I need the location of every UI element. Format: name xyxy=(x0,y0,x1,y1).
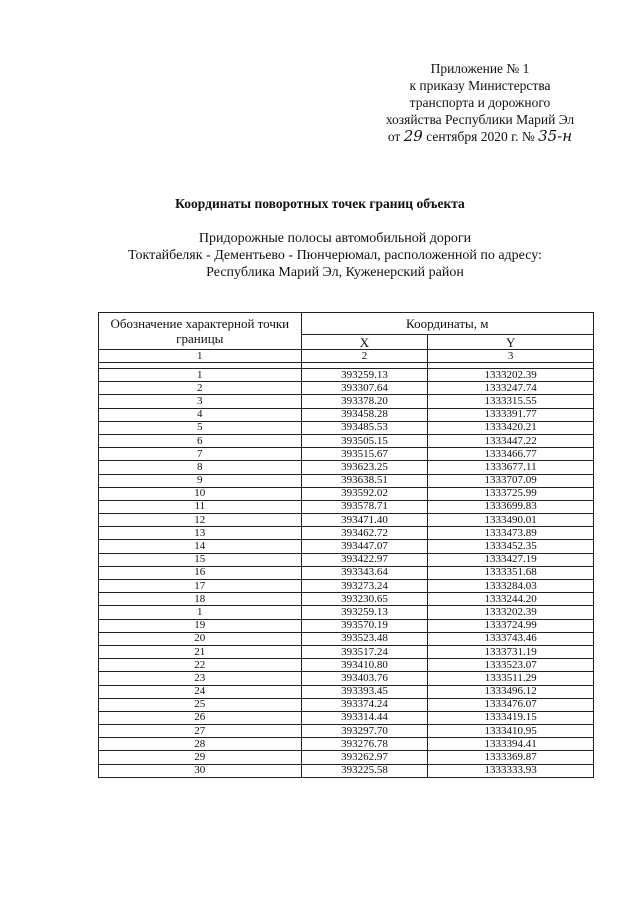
col-number-3: 3 xyxy=(428,350,594,363)
y-coordinate: 1333725.99 xyxy=(428,487,594,500)
point-number: 16 xyxy=(99,566,302,579)
appendix-header xyxy=(360,60,600,145)
point-number: 2 xyxy=(99,382,302,395)
y-coordinate: 1333351.68 xyxy=(428,566,594,579)
y-coordinate: 1333511.29 xyxy=(428,672,594,685)
y-coordinate: 1333420.21 xyxy=(428,421,594,434)
x-coordinate: 393276.78 xyxy=(301,738,428,751)
x-coordinate: 393570.19 xyxy=(301,619,428,632)
y-coordinate: 1333490.01 xyxy=(428,514,594,527)
table-row xyxy=(99,632,594,645)
point-number: 28 xyxy=(99,738,302,751)
point-number: 11 xyxy=(99,500,302,513)
point-number: 3 xyxy=(99,395,302,408)
point-number: 26 xyxy=(99,711,302,724)
table-row xyxy=(99,395,594,408)
x-coordinate: 393592.02 xyxy=(301,487,428,500)
y-coordinate: 1333202.39 xyxy=(428,369,594,382)
x-coordinate: 393638.51 xyxy=(301,474,428,487)
table-row xyxy=(99,659,594,672)
subtitle-line3: Республика Марий Эл, Куженерский район xyxy=(206,265,464,280)
table-row xyxy=(99,725,594,738)
table-row xyxy=(99,500,594,513)
x-coordinate: 393462.72 xyxy=(301,527,428,540)
x-coordinate: 393422.97 xyxy=(301,553,428,566)
table-row xyxy=(99,685,594,698)
subtitle-line2: Токтайбеляк - Дементьево - Пюнчерюмал, расположенной по адресу: xyxy=(128,248,542,263)
document-title: Координаты поворотных точек границ объекта xyxy=(175,196,465,211)
point-number: 4 xyxy=(99,408,302,421)
table-row xyxy=(99,434,594,447)
point-number: 1 xyxy=(99,606,302,619)
y-coordinate: 1333473.89 xyxy=(428,527,594,540)
appendix-date-line xyxy=(360,128,600,145)
x-coordinate: 393393.45 xyxy=(301,685,428,698)
x-coordinate: 393225.58 xyxy=(301,764,428,777)
x-coordinate: 393343.64 xyxy=(301,566,428,579)
y-coordinate: 1333447.22 xyxy=(428,434,594,447)
x-coordinate: 393505.15 xyxy=(301,434,428,447)
table-row xyxy=(99,711,594,724)
x-coordinate: 393374.24 xyxy=(301,698,428,711)
appendix-line3: транспорта и дорожного xyxy=(409,95,551,110)
table-row xyxy=(99,421,594,434)
point-number: 14 xyxy=(99,540,302,553)
point-number: 5 xyxy=(99,421,302,434)
y-coordinate: 1333369.87 xyxy=(428,751,594,764)
point-number: 13 xyxy=(99,527,302,540)
x-coordinate: 393307.64 xyxy=(301,382,428,395)
point-number: 20 xyxy=(99,632,302,645)
y-coordinate: 1333724.99 xyxy=(428,619,594,632)
table-row xyxy=(99,645,594,658)
table-row xyxy=(99,448,594,461)
table-row xyxy=(99,540,594,553)
point-number: 22 xyxy=(99,659,302,672)
y-coordinate: 1333394.41 xyxy=(428,738,594,751)
x-coordinate: 393262.97 xyxy=(301,751,428,764)
coordinates-table xyxy=(98,312,594,778)
table-row xyxy=(99,461,594,474)
x-coordinate: 393410.80 xyxy=(301,659,428,672)
coordinates-body xyxy=(99,369,594,778)
table-row xyxy=(99,619,594,632)
x-coordinate: 393447.07 xyxy=(301,540,428,553)
coordinates-header: Координаты, м xyxy=(301,313,593,335)
point-number: 27 xyxy=(99,725,302,738)
y-coordinate: 1333419.15 xyxy=(428,711,594,724)
x-coordinate: 393578.71 xyxy=(301,500,428,513)
y-coordinate: 1333731.19 xyxy=(428,645,594,658)
table-row xyxy=(99,487,594,500)
table-row xyxy=(99,408,594,421)
y-coordinate: 1333284.03 xyxy=(428,580,594,593)
y-coordinate: 1333244.20 xyxy=(428,593,594,606)
table-row xyxy=(99,369,594,382)
point-number: 29 xyxy=(99,751,302,764)
x-coordinate: 393259.13 xyxy=(301,369,428,382)
col-number-2: 2 xyxy=(301,350,428,363)
table-row xyxy=(99,382,594,395)
y-coordinate: 1333707.09 xyxy=(428,474,594,487)
point-number: 9 xyxy=(99,474,302,487)
y-header: Y xyxy=(428,335,594,350)
point-number: 1 xyxy=(99,369,302,382)
point-number: 19 xyxy=(99,619,302,632)
table-row xyxy=(99,698,594,711)
table-row xyxy=(99,514,594,527)
x-coordinate: 393623.25 xyxy=(301,461,428,474)
col-number-1: 1 xyxy=(99,350,302,363)
x-coordinate: 393297.70 xyxy=(301,725,428,738)
y-coordinate: 1333677.11 xyxy=(428,461,594,474)
y-coordinate: 1333699.83 xyxy=(428,500,594,513)
y-coordinate: 1333427.19 xyxy=(428,553,594,566)
y-coordinate: 1333476.07 xyxy=(428,698,594,711)
point-number: 8 xyxy=(99,461,302,474)
x-coordinate: 393458.28 xyxy=(301,408,428,421)
point-number: 18 xyxy=(99,593,302,606)
x-coordinate: 393403.76 xyxy=(301,672,428,685)
y-coordinate: 1333743.46 xyxy=(428,632,594,645)
table-row xyxy=(99,474,594,487)
table-row xyxy=(99,738,594,751)
x-coordinate: 393515.67 xyxy=(301,448,428,461)
appendix-line4: хозяйства Республики Марий Эл xyxy=(385,112,575,127)
point-number: 7 xyxy=(99,448,302,461)
point-number: 30 xyxy=(99,764,302,777)
y-coordinate: 1333410.95 xyxy=(428,725,594,738)
point-number: 25 xyxy=(99,698,302,711)
y-coordinate: 1333202.39 xyxy=(428,606,594,619)
point-number: 24 xyxy=(99,685,302,698)
order-number-handwritten: 35-н xyxy=(538,127,573,145)
table-row xyxy=(99,553,594,566)
x-coordinate: 393378.20 xyxy=(301,395,428,408)
y-coordinate: 1333247.74 xyxy=(428,382,594,395)
point-number: 6 xyxy=(99,434,302,447)
y-coordinate: 1333391.77 xyxy=(428,408,594,421)
y-coordinate: 1333452.35 xyxy=(428,540,594,553)
table-row xyxy=(99,527,594,540)
point-number: 21 xyxy=(99,645,302,658)
x-coordinate: 393314.44 xyxy=(301,711,428,724)
subtitle-line1: Придорожные полосы автомобильной дороги xyxy=(198,231,472,246)
table-row xyxy=(99,606,594,619)
table-row xyxy=(99,593,594,606)
table-row xyxy=(99,751,594,764)
point-number: 17 xyxy=(99,580,302,593)
table-row xyxy=(99,580,594,593)
x-coordinate: 393523.48 xyxy=(301,632,428,645)
y-coordinate: 1333315.55 xyxy=(428,395,594,408)
x-coordinate: 393517.24 xyxy=(301,645,428,658)
y-coordinate: 1333466.77 xyxy=(428,448,594,461)
point-number: 15 xyxy=(99,553,302,566)
point-number: 12 xyxy=(99,514,302,527)
table-row xyxy=(99,764,594,777)
x-coordinate: 393230.65 xyxy=(301,593,428,606)
point-designation-header: Обозначение характерной точки границы xyxy=(99,313,302,350)
x-coordinate: 393273.24 xyxy=(301,580,428,593)
point-number: 10 xyxy=(99,487,302,500)
x-header: X xyxy=(301,335,428,350)
appendix-title: Приложение № 1 xyxy=(430,61,530,76)
table-row xyxy=(99,672,594,685)
y-coordinate: 1333496.12 xyxy=(428,685,594,698)
date-day-handwritten: 29 xyxy=(403,127,423,145)
table-row xyxy=(99,566,594,579)
appendix-line2: к приказу Министерства xyxy=(409,78,551,93)
x-coordinate: 393259.13 xyxy=(301,606,428,619)
date-prefix: от xyxy=(387,129,401,144)
point-number: 23 xyxy=(99,672,302,685)
y-coordinate: 1333523.07 xyxy=(428,659,594,672)
x-coordinate: 393471.40 xyxy=(301,514,428,527)
y-coordinate: 1333333.93 xyxy=(428,764,594,777)
document-subtitle xyxy=(90,230,580,281)
x-coordinate: 393485.53 xyxy=(301,421,428,434)
date-rest: сентября 2020 г. № xyxy=(426,129,535,144)
